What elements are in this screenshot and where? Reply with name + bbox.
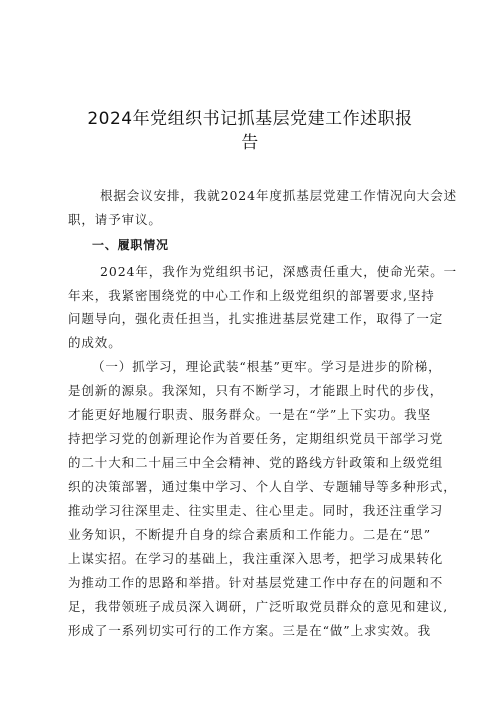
paragraph-line: 织的决策部署，通过集中学习、个人自学、专题辅导等多种形式，	[68, 479, 457, 494]
paragraph-line: 根据会议安排，我就2024年度抓基层党建工作情况向大会述	[100, 188, 458, 203]
document-title: 2024年党组织书记抓基层党建工作述职报	[87, 109, 413, 129]
paragraph-line: 2024年，我作为党组织书记，深感责任重大，使命光荣。一	[100, 264, 458, 279]
paragraph-line: 业务知识，不断提升自身的综合素质和工作能力。二是在“思”	[68, 527, 431, 542]
section-heading: 一、履职情况	[92, 238, 169, 252]
paragraph-line: 职，请予审议。	[68, 212, 162, 227]
subsection-line: （一）抓学习，理论武装“根基”更牢。学习是进步的阶梯，	[92, 359, 442, 374]
document-title-continued: 告	[241, 133, 259, 153]
paragraph-line: 形成了一系列切实可行的工作方案。三是在“做”上求实效。我	[68, 623, 431, 638]
paragraph-line: 问题导向，强化责任担当，扎实推进基层党建工作，取得了一定	[68, 311, 444, 326]
paragraph-line: 年来，我紧密围绕党的中心工作和上级党组织的部署要求,坚持	[68, 288, 435, 303]
paragraph-line: 上谋实招。在学习的基础上，我注重深入思考，把学习成果转化	[68, 551, 444, 566]
paragraph-line: 的成效。	[68, 335, 122, 350]
paragraph-line: 持把学习党的创新理论作为首要任务，定期组织党员干部学习党	[68, 431, 444, 446]
paragraph-line: 为推动工作的思路和举措。针对基层党建工作中存在的问题和不	[68, 575, 444, 590]
paragraph-line: 推动学习往深里走、往实里走、往心里走。同时，我还注重学习	[68, 503, 444, 518]
paragraph-line: 的二十大和二十届三中全会精神、党的路线方针政策和上级党组	[68, 455, 444, 470]
paragraph-line: 是创新的源泉。我深知，只有不断学习，才能跟上时代的步伐，	[68, 383, 444, 398]
paragraph-line: 才能更好地履行职责、服务群众。一是在“学”上下实功。我坚	[68, 407, 431, 422]
paragraph-line: 足，我带领班子成员深入调研，广泛听取党员群众的意见和建议,	[68, 599, 449, 614]
